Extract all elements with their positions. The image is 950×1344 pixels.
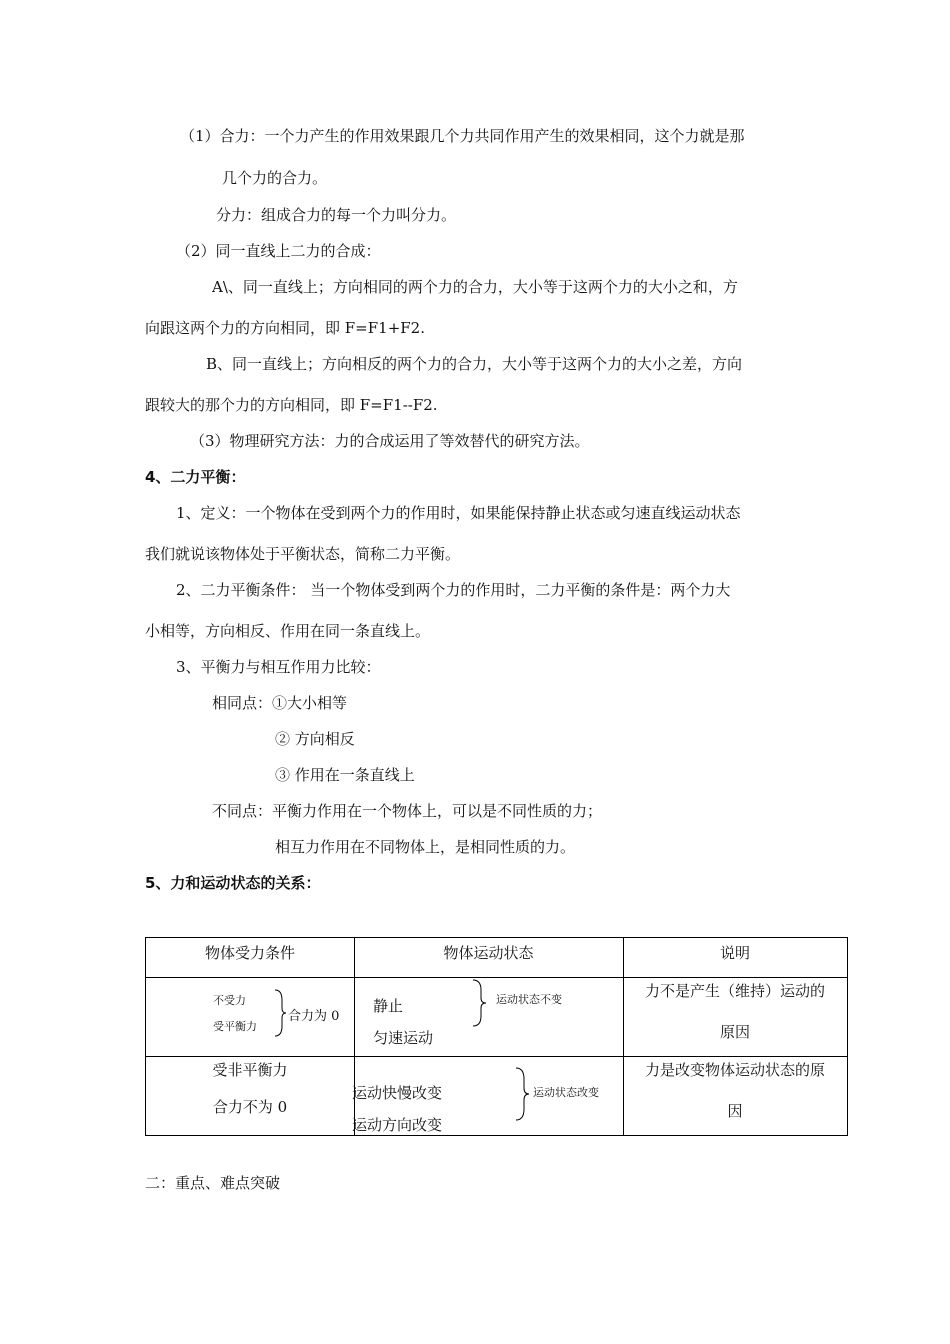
- row1-state-uniform: 匀速运动: [373, 1029, 434, 1047]
- difference-2: 相互力作用在不同物体上，是相同性质的力。: [275, 838, 576, 856]
- table-header-note: 说明: [719, 944, 750, 962]
- table-header-condition: 物体受力条件: [204, 944, 295, 962]
- paragraph-definition-cont: 我们就说该物体处于平衡状态，简称二力平衡。: [145, 545, 461, 563]
- paragraph-opposite-direction-cont: 跟较大的那个力的方向相同，即 F=F1--F2.: [145, 396, 438, 414]
- heading-two-force-balance: 4、二力平衡：: [145, 468, 246, 486]
- similarity-1: 相同点：①大小相等: [212, 694, 348, 712]
- force-motion-table: [145, 937, 848, 1136]
- row1-condition-none: 不受力: [213, 994, 246, 1007]
- row1-condition-result: 合力为 0: [288, 1009, 340, 1024]
- heading-force-motion-relation: 5、力和运动状态的关系：: [145, 874, 321, 892]
- row1-condition-balanced: 受平衡力: [213, 1020, 257, 1033]
- paragraph-balance-condition-cont: 小相等，方向相反、作用在同一条直线上。: [145, 622, 431, 640]
- table-divider-row: [146, 1056, 847, 1057]
- row2-note: 力是改变物体运动状态的原: [644, 1061, 825, 1079]
- paragraph-same-line-composition: （2）同一直线上二力的合成：: [176, 242, 381, 260]
- paragraph-opposite-direction: B、同一直线上；方向相反的两个力的合力，大小等于这两个力的大小之差，方向: [206, 355, 743, 373]
- row2-condition-nonzero: 合力不为 0: [212, 1098, 288, 1116]
- paragraph-comparison: 3、平衡力与相互作用力比较：: [176, 658, 381, 676]
- table-divider-col1: [354, 938, 355, 1135]
- row2-condition-unbalanced: 受非平衡力: [212, 1061, 288, 1079]
- row1-note: 力不是产生（维持）运动的: [644, 982, 825, 1000]
- row1-note-cont: 原因: [719, 1023, 750, 1041]
- row1-state-static: 静止: [373, 997, 404, 1015]
- paragraph-same-direction: A\、同一直线上；方向相同的两个力的合力，大小等于这两个力的大小之和，方: [212, 278, 738, 296]
- paragraph-definition: 1、定义：一个物体在受到两个力的作用时，如果能保持静止状态或匀速直线运动状态: [176, 504, 741, 522]
- paragraph-resultant-force: （1）合力：一个力产生的作用效果跟几个力共同作用产生的效果相同，这个力就是那: [180, 127, 745, 145]
- table-divider-header: [146, 977, 847, 978]
- row2-state-brace: [514, 1066, 530, 1122]
- row2-state-result: 运动状态改变: [533, 1086, 599, 1099]
- row2-state-speed: 运动快慢改变: [352, 1084, 443, 1102]
- paragraph-same-direction-cont: 向跟这两个力的方向相同，即 F=F1+F2.: [145, 319, 425, 337]
- table-header-state: 物体运动状态: [443, 944, 534, 962]
- paragraph-research-method: （3）物理研究方法：力的合成运用了等效替代的研究方法。: [190, 432, 590, 450]
- heading-key-points: 二：重点、难点突破: [145, 1174, 281, 1192]
- similarity-3: ③ 作用在一条直线上: [275, 766, 415, 784]
- difference-1: 不同点：平衡力作用在一个物体上，可以是不同性质的力；: [212, 802, 603, 820]
- paragraph-resultant-force-cont: 几个力的合力。: [222, 169, 328, 187]
- row1-condition-brace: [273, 988, 287, 1038]
- paragraph-component-force: 分力：组成合力的每一个力叫分力。: [216, 206, 457, 224]
- paragraph-balance-condition: 2、二力平衡条件： 当一个物体受到两个力的作用时，二力平衡的条件是：两个力大: [176, 581, 731, 599]
- row1-state-brace: [471, 978, 487, 1028]
- row1-state-result: 运动状态不变: [496, 993, 562, 1006]
- similarity-2: ② 方向相反: [275, 730, 355, 748]
- row2-state-direction: 运动方向改变: [352, 1116, 443, 1134]
- row2-note-cont: 因: [727, 1102, 743, 1120]
